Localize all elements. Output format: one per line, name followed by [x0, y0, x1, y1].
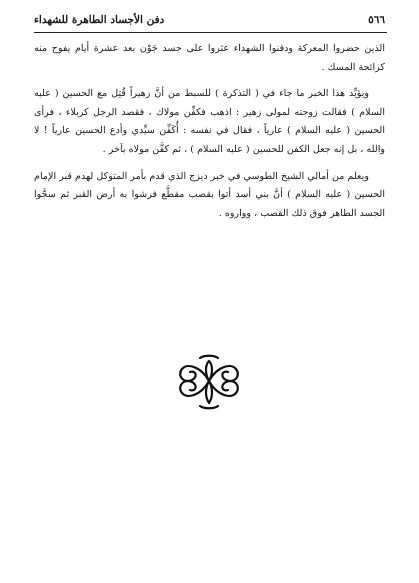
- running-title: دفن الأجساد الطاهرة للشهداء: [34, 14, 165, 26]
- running-header: [34, 14, 387, 30]
- paragraph-amali: ويعلم من أمالي الشيخ الطوسي في خبر ديزج الذي قدم بأمر المتوكل لهدم قبر الإمام الحسين ( عليه السلام ) أنَّ بني أسد أتوا بقصب مقطَّع فرشوا به أرض القبر ثم سجَّوا الجسد الطاهر فوق ذلك القصب ، وواروه .: [34, 170, 385, 219]
- page-body: [34, 40, 385, 223]
- paragraph-tadhkira: ويؤيِّد هذا الخبر ما جاء في ( التذكرة ) للسبط من أنَّ زهيراً قُتِل مع الحسين ( عليه السلام ) فقالت زوجته لمولى زهير : اذهب فكفِّن مولاك ، فقصد الرجل كربلاء ، فرأى الحسين ( عليه السلام ) عارياً ، فقال في نفسه : أُكَفِّن سيِّدي وأدع الحسين عارياً ! لا والله ، بل إنه جعل الكفن للحسين ( عليه السلام ) ، ثم كفَّن مولاه بآخر .: [34, 88, 385, 155]
- page-number: ٥٦٦: [368, 14, 385, 26]
- header-rule: [34, 32, 387, 33]
- calligraphic-knot-ornament-icon: [174, 354, 244, 412]
- paragraph-continuation: الذين حضروا المعركة ودفنوا الشهداء عثروا على جسد جَوْن بعد عشرة أيام يفوح منه كرائحة المسك .: [34, 43, 385, 73]
